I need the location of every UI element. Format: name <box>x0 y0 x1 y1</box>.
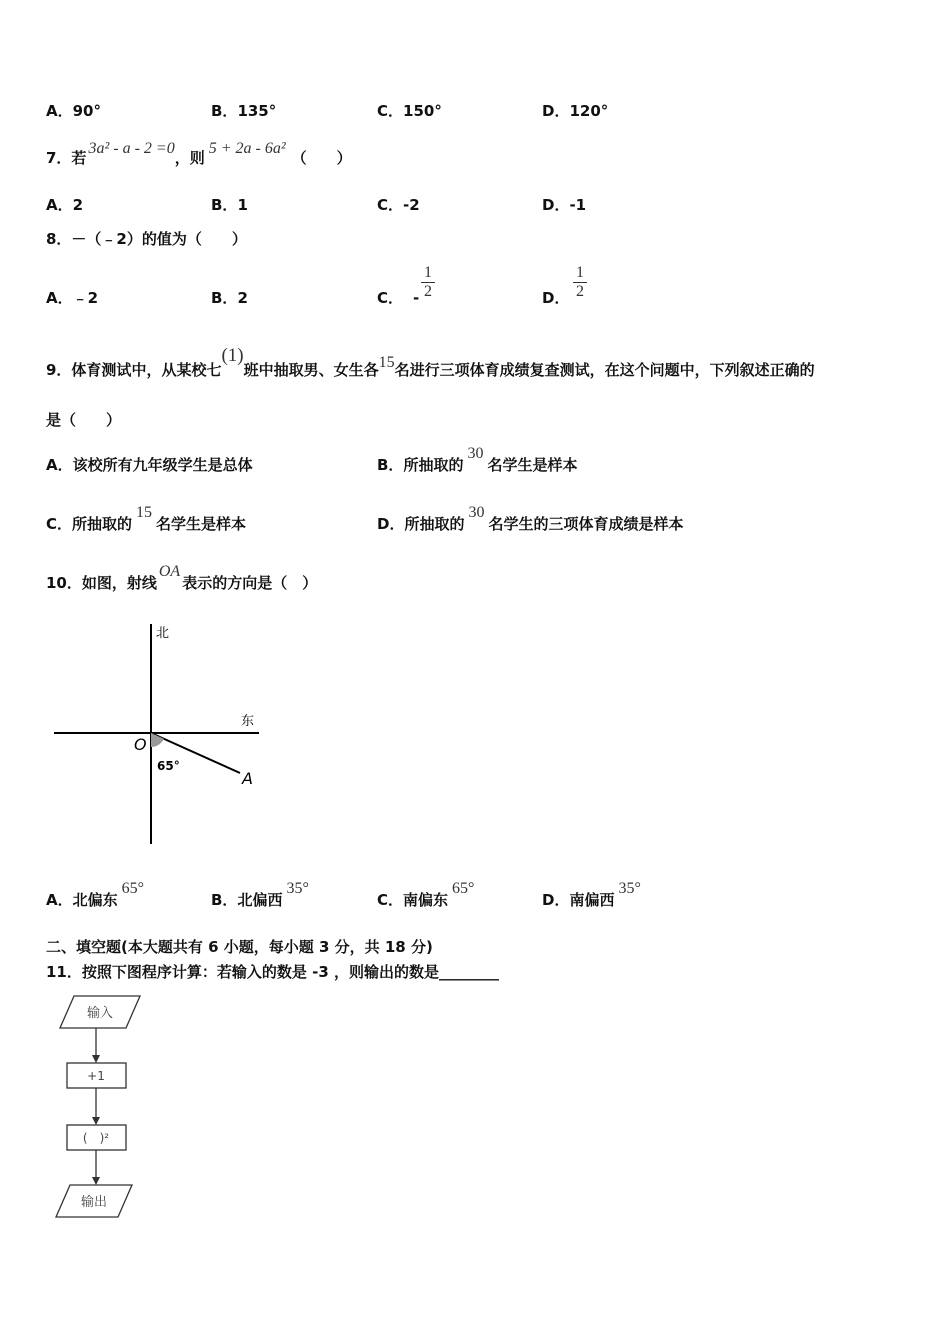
q7-option-b: B．1 <box>211 196 248 214</box>
q10-option-a: A．北偏东65° <box>46 880 145 909</box>
q6-option-c: C．150° <box>377 102 442 120</box>
q7-expression-2: 5 + 2a - 6a² <box>208 140 286 157</box>
q7-option-d: D．-1 <box>542 196 587 214</box>
q6-option-b: B．135° <box>211 102 277 120</box>
q8-stem: 8．－（﹣2）的值为（ ） <box>46 230 247 248</box>
q8-option-a: A．﹣2 <box>46 289 99 307</box>
q9-option-c: C．所抽取的15名学生是样本 <box>46 504 247 533</box>
flow-square-label: ( )² <box>82 1131 110 1145</box>
q9-stem-line2: 是（ ） <box>46 411 122 429</box>
q8-option-b: B．2 <box>211 289 248 307</box>
q9-option-d: D．所抽取的30名学生的三项体育成绩是样本 <box>377 504 684 533</box>
q10-stem: 10．如图，射线OA表示的方向是（ ） <box>46 563 318 592</box>
q7-expression-1: 3a² - a - 2 =0 <box>88 140 175 157</box>
section-2-heading: 二、填空题(本大题共有 6 小题，每小题 3 分，共 18 分) <box>46 938 433 956</box>
q9-option-b: B．所抽取的30名学生是样本 <box>377 445 578 474</box>
q11-stem: 11．按照下图程序计算：若输入的数是 -3 ，则输出的数是________ <box>46 963 499 981</box>
q7-option-c: C．-2 <box>377 196 420 214</box>
q8-option-c: C． - <box>377 289 420 307</box>
q6-option-a: A．90° <box>46 102 101 120</box>
q8-option-d-fraction: 1 2 <box>573 264 587 301</box>
arrow-down-icon <box>92 1177 100 1185</box>
q9-stem: 9．体育测试中，从某校七(1)班中抽取男、女生各15名进行三项体育成绩复查测试，在这个问题中，下列叙述正确的 <box>46 345 815 379</box>
q8-option-d: D． <box>542 289 570 307</box>
program-flowchart <box>50 993 150 1228</box>
flow-add-label: +1 <box>87 1069 105 1083</box>
q10-option-b: B．北偏西35° <box>211 880 309 909</box>
q7-option-a: A．2 <box>46 196 84 214</box>
q7-stem: 7．若3a² - a - 2 =0，则5 + 2a - 6a²（ ） <box>46 140 352 167</box>
north-label: 北 <box>156 626 170 641</box>
ray-oa-label: OA <box>158 563 181 580</box>
compass-direction-figure <box>50 620 270 850</box>
point-a-label: A <box>242 769 253 788</box>
flow-input-label: 输入 <box>86 1006 114 1021</box>
flow-output-label: 输出 <box>80 1195 108 1210</box>
q10-option-c: C．南偏东65° <box>377 880 475 909</box>
arrow-down-icon <box>92 1055 100 1063</box>
q9-option-a: A．该校所有九年级学生是总体 <box>46 456 253 474</box>
origin-label: O <box>134 735 147 754</box>
q10-option-d: D．南偏西35° <box>542 880 641 909</box>
q6-option-d: D．120° <box>542 102 609 120</box>
angle-label: 65° <box>157 759 180 773</box>
q8-option-c-fraction: 1 2 <box>421 264 435 301</box>
east-label: 东 <box>241 714 255 729</box>
arrow-down-icon <box>92 1117 100 1125</box>
